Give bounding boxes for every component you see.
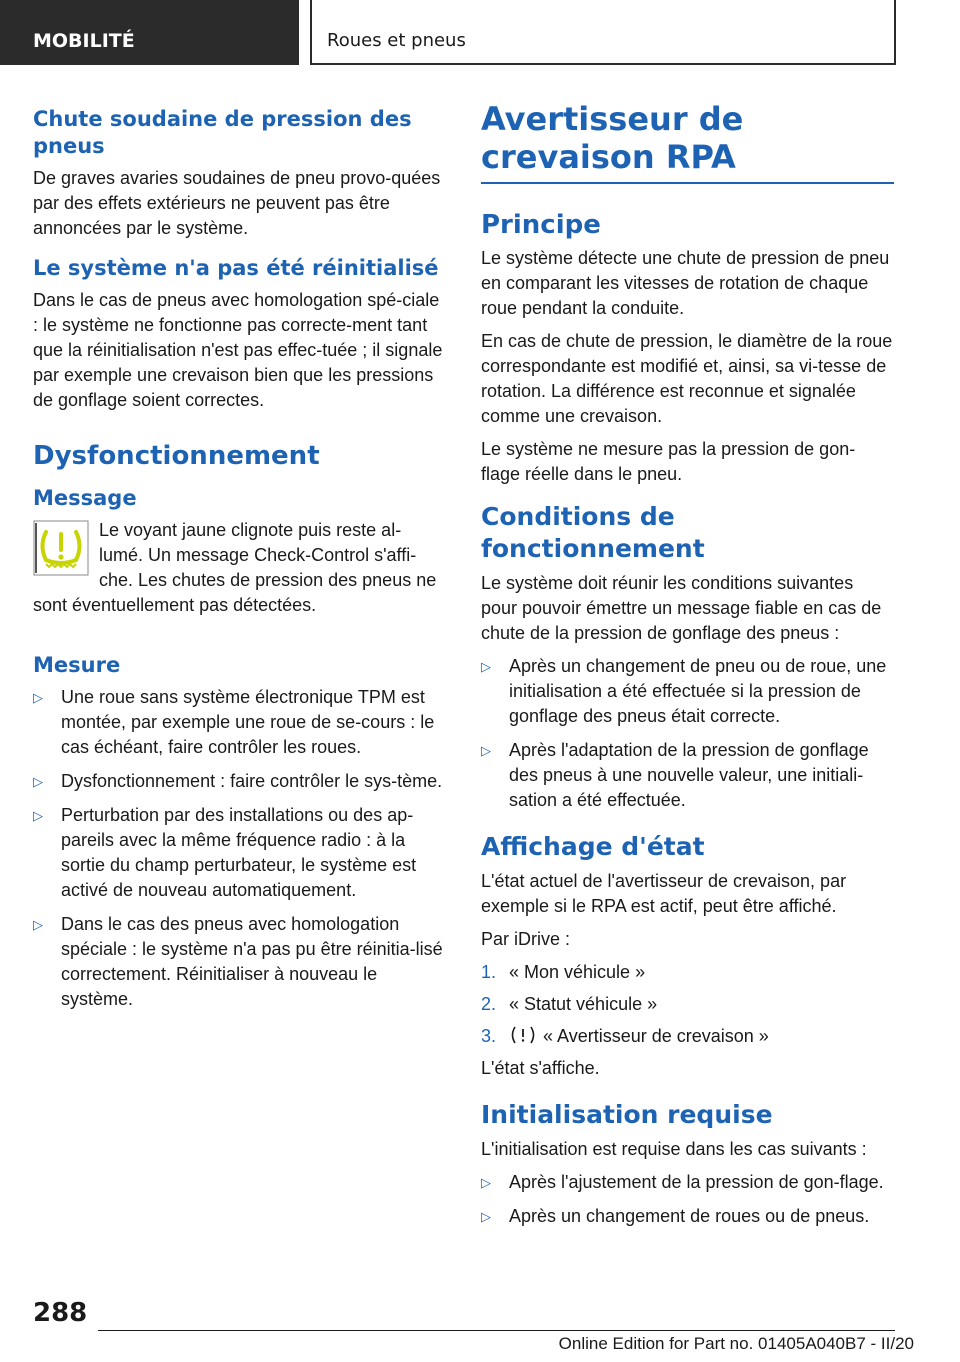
tire-warning-icon <box>509 1025 537 1045</box>
step-number: 3. <box>481 1026 497 1046</box>
step-item <box>481 1024 894 1049</box>
step-text: « Mon véhicule » <box>509 962 646 982</box>
bullet-marker: ▷ <box>33 774 43 789</box>
text-conditions: Le système doit réunir les conditions suivantes pour pouvoir émettre un message fiable en cas de chute de la pression de gonflage des pneus : <box>481 573 882 643</box>
heading-status-display: Affichage d'état <box>481 832 705 861</box>
conditions-list <box>481 654 894 813</box>
list-item <box>33 803 443 903</box>
text-status: L'état actuel de l'avertisseur de crevaison, par exemple si le RPA est actif, peut être affiché. <box>481 871 847 916</box>
text-principle-2: En cas de chute de pression, le diamètre de la roue correspondante est modifié et, ainsi, sa vi-tesse de rotation. La différence est reconnue et signalée comme une crevaison. <box>481 331 893 426</box>
step-number: 2. <box>481 994 497 1014</box>
list-item <box>481 654 894 729</box>
text-state-shown: L'état s'affiche. <box>481 1058 600 1078</box>
text-principle-3: Le système ne mesure pas la pression de gon-flage réelle dans le pneu. <box>481 439 856 484</box>
text-idrive: Par iDrive : <box>481 929 571 949</box>
tire-pressure-warning-icon <box>33 520 89 576</box>
text-sudden-drop: De graves avaries soudaines de pneu provo-quées par des effets extérieurs ne peuvent pas être annoncées par le système. <box>33 168 441 238</box>
chapter-tab: Roues et pneus <box>310 0 896 65</box>
list-item <box>33 769 443 794</box>
heading-initialisation: Initialisation requise <box>481 1100 773 1129</box>
list-item-text: Après l'adaptation de la pression de gonflage des pneus à une nouvelle valeur, une initiali-sation a été effectuée. <box>509 740 869 810</box>
page-number: 288 <box>33 1298 88 1328</box>
step-number: 1. <box>481 962 497 982</box>
list-item-text: Dysfonctionnement : faire contrôler le sys-tème. <box>61 771 443 791</box>
bullet-marker: ▷ <box>33 690 43 705</box>
step-text: « Avertisseur de crevaison » <box>543 1026 769 1046</box>
list-item <box>481 1170 894 1195</box>
list-item <box>481 738 894 813</box>
bullet-marker: ▷ <box>33 808 43 823</box>
idrive-steps <box>481 960 894 1049</box>
list-item-text: Une roue sans système électronique TPM est montée, par exemple une roue de se-cours : le cas échéant, faire contrôler les roues. <box>61 687 435 757</box>
list-item-text: Après un changement de pneu ou de roue, une initialisation a été effectuée si la pression de gonflage des pneus était correcte. <box>509 656 887 726</box>
heading-sudden-drop: Chute soudaine de pression des pneus <box>33 107 412 158</box>
list-item <box>33 685 443 760</box>
bullet-marker: ▷ <box>481 659 491 674</box>
bullet-marker: ▷ <box>481 1209 491 1224</box>
text-initialisation: L'initialisation est requise dans les cas suivants : <box>481 1139 867 1159</box>
bullet-marker: ▷ <box>481 743 491 758</box>
list-item <box>33 912 443 1012</box>
list-item-text: Perturbation par des installations ou des ap-pareils avec la même fréquence radio : à la sortie du champ perturbateur, le système est activé de nouveau automatiquement. <box>61 805 417 900</box>
heading-message: Message <box>33 486 137 510</box>
left-column <box>33 100 443 1021</box>
bullet-marker: ▷ <box>481 1175 491 1190</box>
heading-measure: Mesure <box>33 653 121 677</box>
footer-divider <box>98 1330 895 1331</box>
step-item <box>481 992 894 1017</box>
bullet-marker: ▷ <box>33 917 43 932</box>
text-principle-1: Le système détecte une chute de pression de pneu en comparant les vitesses de rotation de chaque roue pendant la conduite. <box>481 248 890 318</box>
init-list <box>481 1170 894 1229</box>
step-item <box>481 960 894 985</box>
measure-list <box>33 685 443 1012</box>
heading-principle: Principe <box>481 210 601 240</box>
message-block <box>33 518 443 626</box>
page-title: Avertisseur de crevaison RPA <box>481 100 894 184</box>
footer-edition: Online Edition for Part no. 01405A040B7 - II/20 <box>558 1334 914 1353</box>
text-message: Le voyant jaune clignote puis reste al-lumé. Un message Check-Control s'affi-che. Les chutes de pression des pneus ne sont éventuellement pas détectées. <box>33 520 437 615</box>
right-column <box>481 100 894 1238</box>
heading-malfunction: Dysfonctionnement <box>33 441 320 471</box>
heading-conditions: Conditions de fonctionnement <box>481 502 705 563</box>
heading-not-reset: Le système n'a pas été réinitialisé <box>33 256 439 280</box>
section-tab: MOBILITÉ <box>0 0 299 65</box>
list-item-text: Après un changement de roues ou de pneus. <box>509 1206 870 1226</box>
list-item <box>481 1204 894 1229</box>
list-item-text: Après l'ajustement de la pression de gon-flage. <box>509 1172 884 1192</box>
step-text: « Statut véhicule » <box>509 994 658 1014</box>
list-item-text: Dans le cas des pneus avec homologation spéciale : le système n'a pas pu être réinitia-lisé correctement. Réinitialiser à nouveau le système. <box>61 914 443 1009</box>
text-not-reset: Dans le cas de pneus avec homologation spé-ciale : le système ne fonctionne pas correcte-ment tant que la réinitialisation n'est pas effec-tuée ; il signale par exemple une crevaison bien que les pressions de gonflage soient correctes. <box>33 290 443 410</box>
